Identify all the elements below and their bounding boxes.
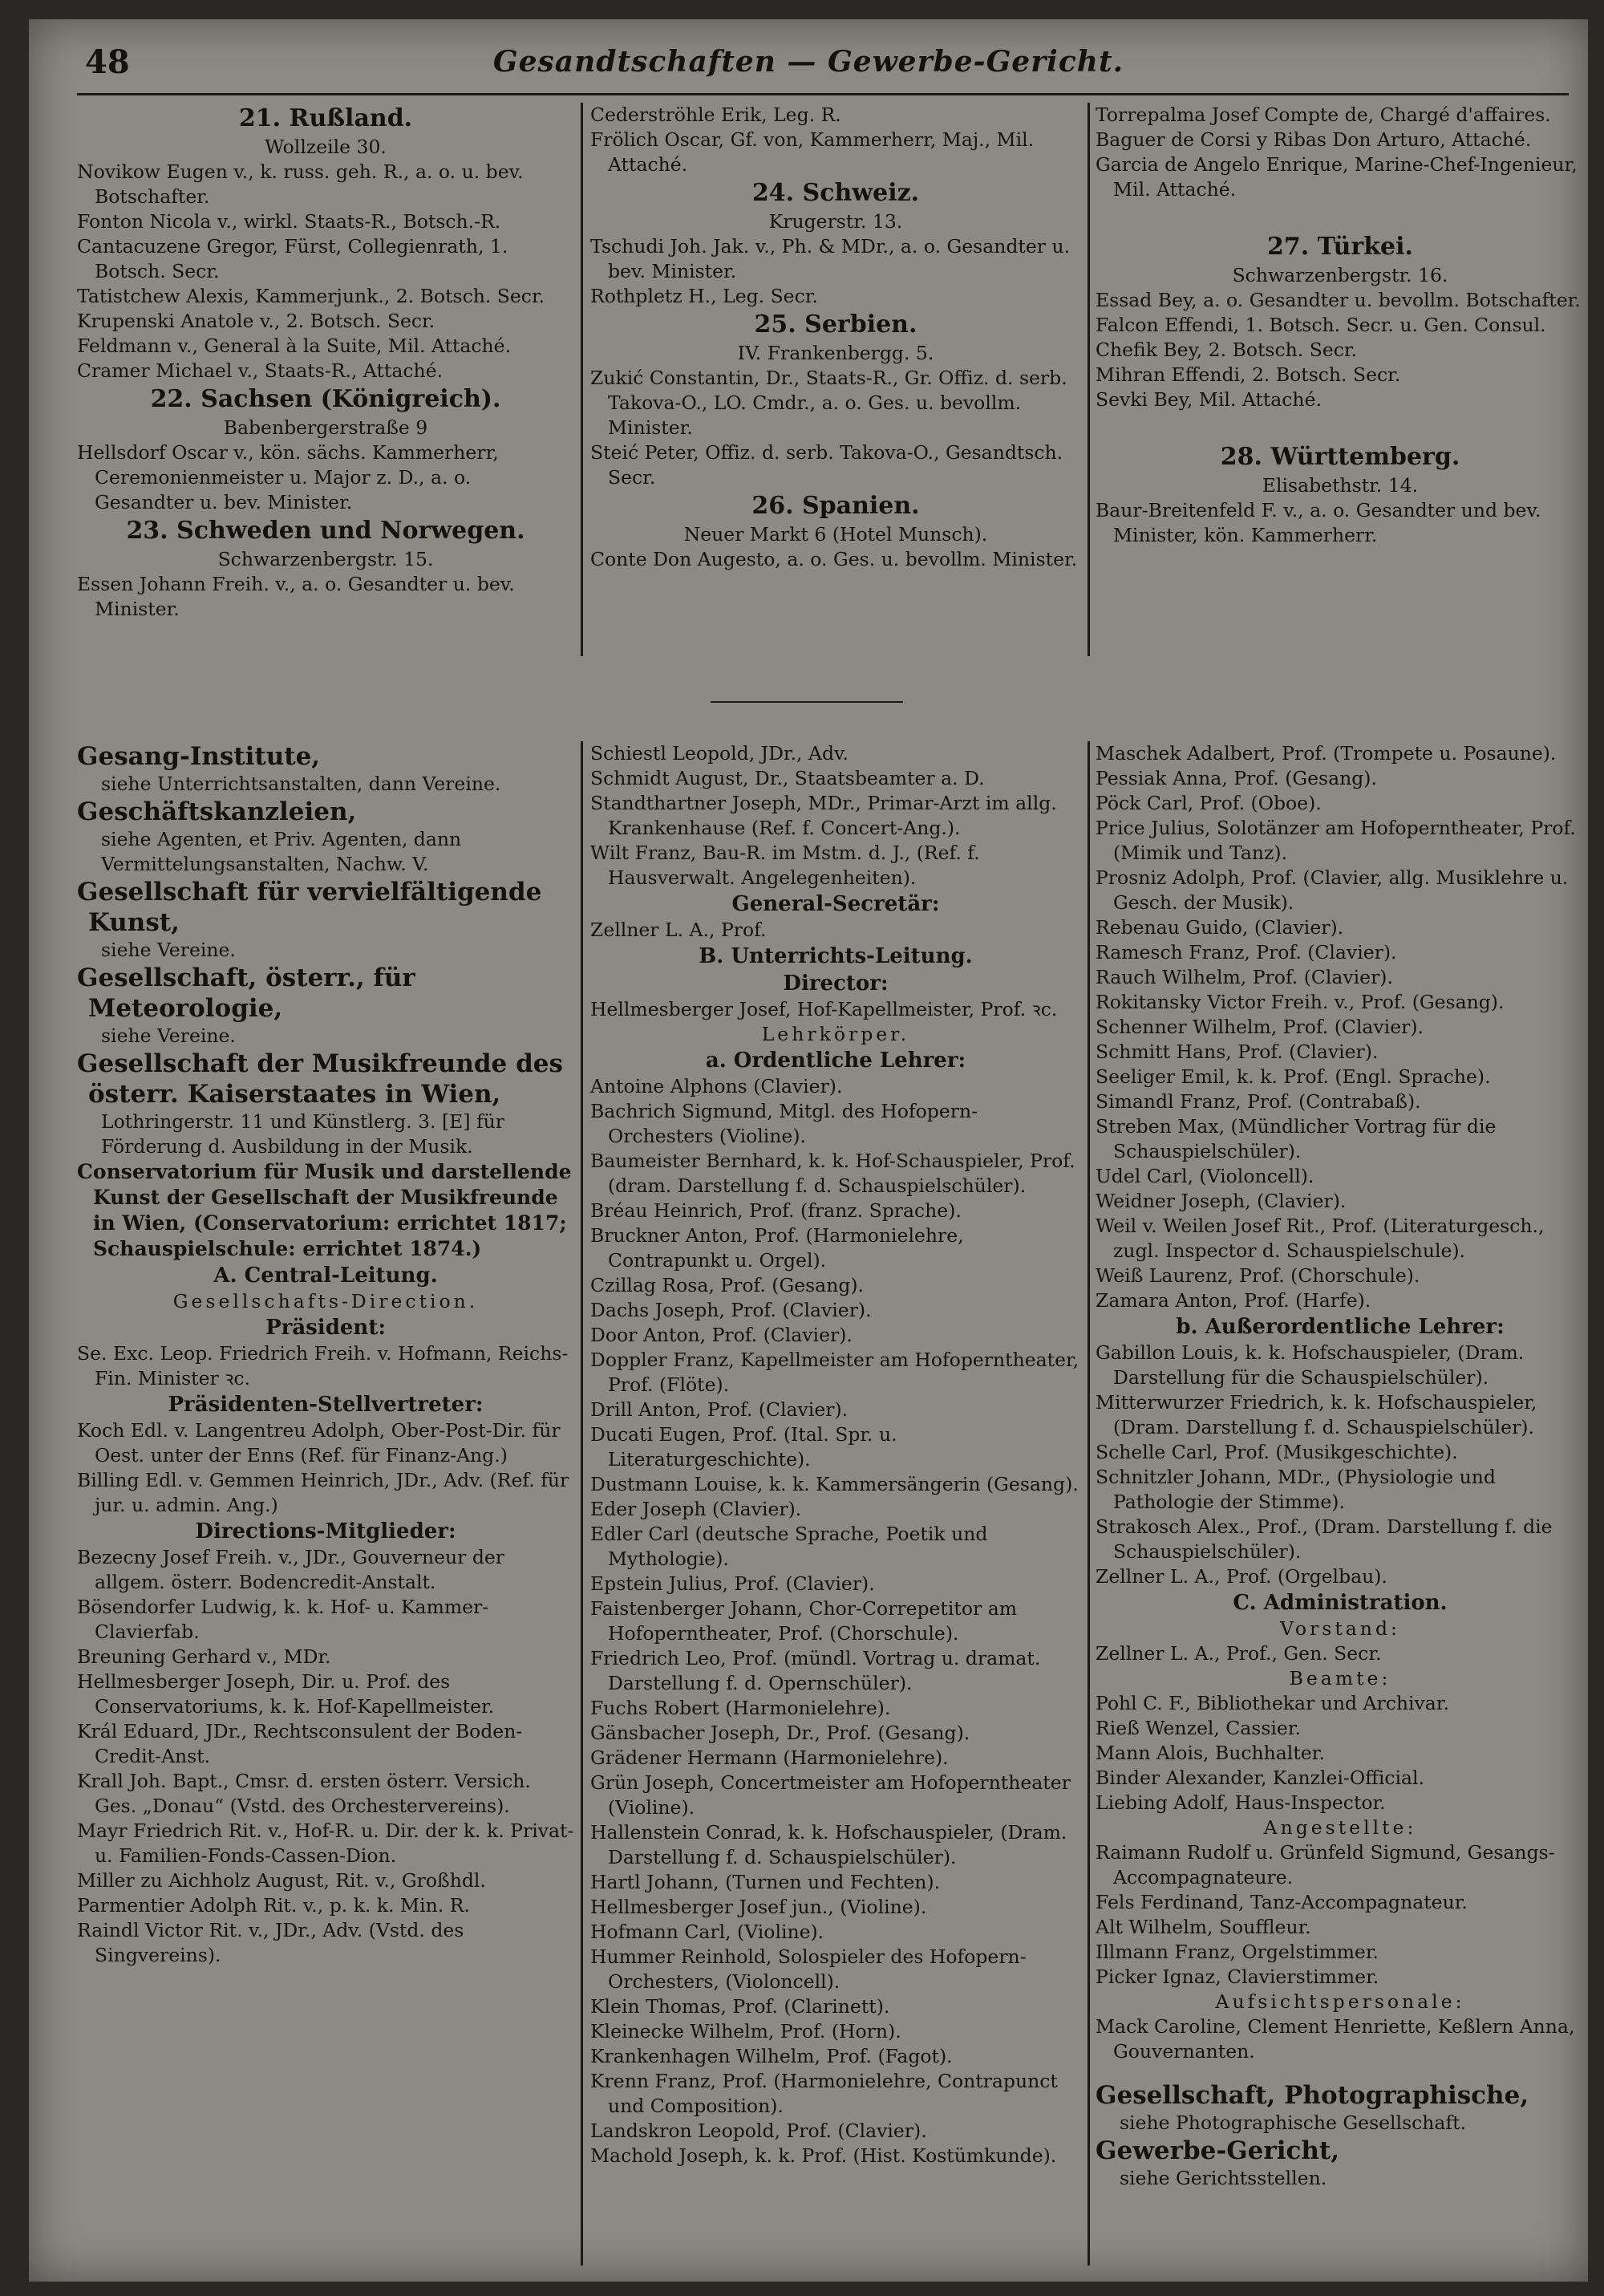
section-heading: 23. Schweden und Norwegen. <box>126 517 525 545</box>
directory-entry: Hartl Johann, (Turnen und Fechten). <box>590 1871 941 1893</box>
directory-entry: Zukić Constantin, Dr., Staats-R., Gr. Offiz. d. serb. Takova-O., LO. Cmdr., a. o. Ges. u. bevollm. Minister. <box>590 367 1067 439</box>
category-title: Gesellschaft der Musikfreunde des österr. Kaiserstaates in Wien, <box>77 1049 563 1109</box>
section-heading: 27. Türkei. <box>1267 233 1413 261</box>
spaced-heading: Vorstand: <box>1280 1617 1400 1640</box>
spaced-heading: Beamte: <box>1289 1667 1391 1690</box>
directory-entry: Faistenberger Johann, Chor-Correpetitor am Hofoperntheater, Prof. (Chorschule). <box>590 1597 1017 1645</box>
directory-entry: Cramer Michael v., Staats-R., Attaché. <box>77 359 444 382</box>
directory-entry: Rothpletz H., Leg. Secr. <box>590 285 818 307</box>
directory-page <box>29 19 1588 2282</box>
page-header <box>29 40 1588 88</box>
address-line: Wollzeile 30. <box>265 136 387 158</box>
directory-entry: Mann Alois, Buchhalter. <box>1096 1742 1325 1764</box>
directory-entry: Pessiak Anna, Prof. (Gesang). <box>1096 767 1377 789</box>
directory-entry: Essad Bey, a. o. Gesandter u. bevollm. Botschafter. <box>1096 289 1581 311</box>
directory-entry: Baur-Breitenfeld F. v., a. o. Gesandter und bev. Minister, kön. Kammerherr. <box>1096 499 1541 546</box>
bottom-column-1 <box>77 741 574 1968</box>
directory-entry: Weil v. Weilen Josef Rit., Prof. (Literaturgesch., zugl. Inspector d. Schauspielschule). <box>1096 1215 1545 1262</box>
directory-entry: Fels Ferdinand, Tanz-Accompagnateur. <box>1096 1891 1468 1913</box>
directory-entry: Baguer de Corsi y Ribas Don Arturo, Attaché. <box>1096 128 1532 151</box>
directory-entry: Hallenstein Conrad, k. k. Hofschauspieler, (Dram. Darstellung f. d. Schauspielschüler). <box>590 1821 1067 1868</box>
directory-entry: Krenn Franz, Prof. (Harmonielehre, Contrapunct und Composition). <box>590 2070 1058 2117</box>
directory-entry: Czillag Rosa, Prof. (Gesang). <box>590 1274 865 1296</box>
directory-entry: Král Eduard, JDr., Rechtsconsulent der Boden-Credit-Anst. <box>77 1720 523 1767</box>
category-title: Gesellschaft, österr., für Meteorologie, <box>77 963 415 1023</box>
category-title: Gesellschaft für vervielfältigende Kunst, <box>77 878 542 937</box>
section-divider <box>711 701 903 703</box>
subheading: Directions-Mitglieder: <box>195 1519 456 1544</box>
directory-entry: Krankenhagen Wilhelm, Prof. (Fagot). <box>590 2045 953 2067</box>
directory-entry: Hummer Reinhold, Solospieler des Hofopern-Orchesters, (Violoncell). <box>590 1945 1027 1993</box>
page-number: 48 <box>85 43 130 81</box>
directory-entry: Grün Joseph, Concertmeister am Hofoperntheater (Violine). <box>590 1771 1071 1819</box>
category-title: Gewerbe-Gericht, <box>1096 2136 1340 2165</box>
directory-entry: Zamara Anton, Prof. (Harfe). <box>1096 1289 1371 1312</box>
directory-entry: Strakosch Alex., Prof., (Dram. Darstellung f. die Schauspielschüler). <box>1096 1515 1553 1563</box>
directory-entry: Hellsdorf Oscar v., kön. sächs. Kammerherr, Ceremonienmeister u. Major z. D., a. o. Gesandter u. bev. Minister. <box>77 441 499 513</box>
section-heading: 24. Schweiz. <box>751 179 920 207</box>
subheading: Präsident: <box>265 1316 386 1340</box>
directory-entry: Mayr Friedrich Rit. v., Hof-R. u. Dir. der k. k. Privat- u. Familien-Fonds-Cassen-Dion. <box>77 1819 574 1867</box>
spaced-heading: Angestellte: <box>1263 1816 1417 1839</box>
column-rule <box>1088 103 1090 656</box>
directory-entry: Schiestl Leopold, JDr., Adv. <box>590 742 849 765</box>
directory-entry: Drill Anton, Prof. (Clavier). <box>590 1398 849 1421</box>
directory-entry: Alt Wilhelm, Souffleur. <box>1096 1916 1311 1938</box>
directory-entry: Illmann Franz, Orgelstimmer. <box>1096 1941 1379 1963</box>
directory-entry: Rebenau Guido, (Clavier). <box>1096 916 1344 939</box>
directory-entry: Tatistchew Alexis, Kammerjunk., 2. Botsch. Secr. <box>77 285 545 307</box>
directory-entry: Epstein Julius, Prof. (Clavier). <box>590 1572 875 1595</box>
directory-entry: Chefik Bey, 2. Botsch. Secr. <box>1096 339 1358 361</box>
directory-entry: Bréau Heinrich, Prof. (franz. Sprache). <box>590 1199 962 1222</box>
directory-entry: Schmitt Hans, Prof. (Clavier). <box>1096 1041 1379 1063</box>
directory-entry: Gänsbacher Joseph, Dr., Prof. (Gesang). <box>590 1722 970 1744</box>
directory-entry: Dustmann Louise, k. k. Kammersängerin (Gesang). <box>590 1473 1079 1495</box>
directory-entry: Udel Carl, (Violoncell). <box>1096 1165 1314 1187</box>
directory-entry: Friedrich Leo, Prof. (mündl. Vortrag u. dramat. Darstellung f. d. Opernschüler). <box>590 1647 1041 1694</box>
directory-entry: Klein Thomas, Prof. (Clarinett). <box>590 1995 890 2018</box>
cross-reference: siehe Agenten, et Priv. Agenten, dann Vermittelungsanstalten, Nachw. V. <box>101 828 462 875</box>
spacer <box>1096 412 1585 441</box>
column-rule <box>581 741 583 2266</box>
directory-entry: Novikow Eugen v., k. russ. geh. R., a. o. u. bev. Botschafter. <box>77 160 524 208</box>
directory-entry: Ramesch Franz, Prof. (Clavier). <box>1096 941 1397 963</box>
running-title: Gesandtschaften — Gewerbe-Gericht. <box>492 45 1124 79</box>
directory-entry: Garcia de Angelo Enrique, Marine-Chef-Ingenieur, Mil. Attaché. <box>1096 153 1578 201</box>
directory-entry: Miller zu Aichholz August, Rit. v., Großhdl. <box>77 1869 486 1892</box>
subheading: C. Administration. <box>1233 1591 1448 1615</box>
category-title: Gesellschaft, Photographische, <box>1096 2081 1529 2110</box>
subheading: B. Unterrichts-Leitung. <box>699 944 973 968</box>
directory-entry: Falcon Effendi, 1. Botsch. Secr. u. Gen. Consul. <box>1096 314 1546 336</box>
directory-entry: Doppler Franz, Kapellmeister am Hofoperntheater, Prof. (Flöte). <box>590 1349 1079 1396</box>
directory-entry: Fonton Nicola v., wirkl. Staats-R., Botsch.-R. <box>77 210 501 233</box>
directory-entry: Breuning Gerhard v., MDr. <box>77 1645 331 1668</box>
section-heading: 28. Württemberg. <box>1220 443 1460 471</box>
directory-entry: Price Julius, Solotänzer am Hofoperntheater, Prof. (Mimik und Tanz). <box>1096 817 1576 864</box>
directory-entry: Bösendorfer Ludwig, k. k. Hof- u. Kammer-Clavierfab. <box>77 1596 489 1643</box>
directory-entry: Schenner Wilhelm, Prof. (Clavier). <box>1096 1016 1424 1038</box>
institution-title: Conservatorium für Musik und darstellende Kunst der Gesellschaft der Musikfreunde in Wien, (Conservatorium: errichtet 1817; Schauspielschule: errichtet 1874.) <box>77 1160 572 1260</box>
address-line: Schwarzenbergstr. 16. <box>1232 264 1448 286</box>
cross-reference: siehe Unterrichtsanstalten, dann Vereine. <box>101 773 501 795</box>
column-rule <box>1088 741 1090 2266</box>
column-rule <box>581 103 583 656</box>
directory-entry: Fuchs Robert (Harmonielehre). <box>590 1697 891 1719</box>
directory-entry: Mitterwurzer Friedrich, k. k. Hofschauspieler, (Dram. Darstellung f. d. Schauspielschüler). <box>1096 1391 1537 1438</box>
section-heading: 22. Sachsen (Königreich). <box>150 385 501 413</box>
directory-entry: Antoine Alphons (Clavier). <box>590 1075 843 1097</box>
address-line: Neuer Markt 6 (Hotel Munsch). <box>683 523 988 546</box>
directory-entry: Hofmann Carl, (Violine). <box>590 1921 824 1943</box>
address-line: Schwarzenbergstr. 15. <box>217 548 434 570</box>
directory-entry: Prosniz Adolph, Prof. (Clavier, allg. Musiklehre u. Gesch. der Musik). <box>1096 866 1569 914</box>
directory-entry: Torrepalma Josef Compte de, Chargé d'affaires. <box>1096 103 1551 126</box>
directory-entry: Seeliger Emil, k. k. Prof. (Engl. Sprache). <box>1096 1065 1491 1088</box>
address-line: IV. Frankenbergg. 5. <box>737 342 934 364</box>
directory-entry: Landskron Leopold, Prof. (Clavier). <box>590 2120 927 2142</box>
directory-entry: Dachs Joseph, Prof. (Clavier). <box>590 1299 872 1321</box>
directory-entry: Se. Exc. Leop. Friedrich Freih. v. Hofmann, Reichs-Fin. Minister ꝛc. <box>77 1342 569 1389</box>
address-line: Krugerstr. 13. <box>768 210 903 233</box>
directory-entry: Liebing Adolf, Haus-Inspector. <box>1096 1791 1386 1814</box>
top-column-3 <box>1096 103 1585 548</box>
section-heading: 21. Rußland. <box>238 104 413 132</box>
top-column-1 <box>77 103 574 622</box>
category-title: Geschäftskanzleien, <box>77 797 357 826</box>
directory-entry: Door Anton, Prof. (Clavier). <box>590 1324 853 1346</box>
directory-entry: Hellmesberger Joseph, Dir. u. Prof. des Conservatoriums, k. k. Hof-Kapellmeister. <box>77 1670 495 1718</box>
directory-entry: Schmidt August, Dr., Staatsbeamter a. D. <box>590 767 985 789</box>
directory-entry: Rokitansky Victor Freih. v., Prof. (Gesang). <box>1096 991 1505 1013</box>
directory-entry: Hellmesberger Josef, Hof-Kapellmeister, Prof. ꝛc. <box>590 998 1058 1020</box>
directory-entry: Schelle Carl, Prof. (Musikgeschichte). <box>1096 1441 1458 1463</box>
subheading: A. Central-Leitung. <box>213 1264 438 1288</box>
directory-entry: Zellner L. A., Prof. (Orgelbau). <box>1096 1565 1387 1588</box>
directory-entry: Sevki Bey, Mil. Attaché. <box>1096 388 1322 411</box>
subheading: Präsidenten-Stellvertreter: <box>168 1393 484 1417</box>
directory-entry: Bezecny Josef Freih. v., JDr., Gouverneur der allgem. österr. Bodencredit-Anstalt. <box>77 1546 505 1593</box>
directory-entry: Edler Carl (deutsche Sprache, Poetik und Mythologie). <box>590 1523 988 1570</box>
spaced-heading: Lehrkörper. <box>761 1023 910 1045</box>
category-title: Gesang-Institute, <box>77 742 321 771</box>
directory-entry: Simandl Franz, Prof. (Contrabaß). <box>1096 1090 1421 1113</box>
bottom-column-2 <box>590 741 1081 2168</box>
directory-entry: Eder Joseph (Clavier). <box>590 1498 802 1520</box>
directory-entry: Weidner Joseph, (Clavier). <box>1096 1190 1347 1212</box>
top-column-2 <box>590 103 1081 572</box>
directory-entry: Wilt Franz, Bau-R. im Mstm. d. J., (Ref. f. Hausverwalt. Angelegenheiten). <box>590 842 980 889</box>
directory-entry: Rauch Wilhelm, Prof. (Clavier). <box>1096 966 1393 988</box>
directory-entry: Bruckner Anton, Prof. (Harmonielehre, Contrapunkt u. Orgel). <box>590 1224 964 1272</box>
directory-entry: Koch Edl. v. Langentreu Adolph, Ober-Post-Dir. für Oest. unter der Enns (Ref. für Finanz-Ang.) <box>77 1419 561 1466</box>
directory-entry: Kleinecke Wilhelm, Prof. (Horn). <box>590 2020 901 2042</box>
address-line: Babenbergerstraße 9 <box>223 416 428 439</box>
cross-reference: siehe Photographische Gesellschaft. <box>1120 2111 1467 2134</box>
directory-entry: Grädener Hermann (Harmonielehre). <box>590 1746 949 1769</box>
subheading: a. Ordentliche Lehrer: <box>705 1049 966 1073</box>
directory-entry: Krupenski Anatole v., 2. Botsch. Secr. <box>77 310 435 332</box>
subheading: Director: <box>783 972 889 996</box>
directory-entry: Baumeister Bernhard, k. k. Hof-Schauspieler, Prof. (dram. Darstellung f. d. Schauspielschüler). <box>590 1150 1075 1197</box>
directory-entry: Frölich Oscar, Gf. von, Kammerherr, Maj., Mil. Attaché. <box>590 128 1035 176</box>
directory-entry: Billing Edl. v. Gemmen Heinrich, JDr., Adv. (Ref. für jur. u. admin. Ang.) <box>77 1469 569 1516</box>
directory-entry: Raindl Victor Rit. v., JDr., Adv. (Vstd. des Singvereins). <box>77 1919 464 1966</box>
directory-entry: Streben Max, (Mündlicher Vortrag für die Schauspielschüler). <box>1096 1115 1497 1162</box>
directory-entry: Machold Joseph, k. k. Prof. (Hist. Kostümkunde). <box>590 2144 1057 2167</box>
directory-entry: Zellner L. A., Prof. <box>590 919 767 941</box>
directory-entry: Rieß Wenzel, Cassier. <box>1096 1717 1301 1739</box>
section-heading: 26. Spanien. <box>751 492 920 520</box>
directory-entry: Steić Peter, Offiz. d. serb. Takova-O., Gesandtsch. Secr. <box>590 441 1063 489</box>
directory-entry: Hellmesberger Josef jun., (Violine). <box>590 1896 927 1918</box>
directory-entry: Krall Joh. Bapt., Cmsr. d. ersten österr. Versich. Ges. „Donau“ (Vstd. des Orchestervereins). <box>77 1770 531 1817</box>
directory-entry: Pöck Carl, Prof. (Oboe). <box>1096 792 1322 814</box>
directory-entry: Gabillon Louis, k. k. Hofschauspieler, (Dram. Darstellung für die Schauspielschüler). <box>1096 1341 1525 1389</box>
directory-entry: Conte Don Augesto, a. o. Ges. u. bevollm. Minister. <box>590 548 1078 570</box>
cross-reference: siehe Vereine. <box>101 939 236 961</box>
bottom-column-3 <box>1096 741 1585 2191</box>
directory-entry: Ducati Eugen, Prof. (Ital. Spr. u. Literaturgeschichte). <box>590 1423 897 1470</box>
directory-entry: Cantacuzene Gregor, Fürst, Collegienrath, 1. Botsch. Secr. <box>77 235 508 282</box>
directory-entry: Mack Caroline, Clement Henriette, Keßlern Anna, Gouvernanten. <box>1096 2015 1575 2063</box>
directory-entry: Pohl C. F., Bibliothekar und Archivar. <box>1096 1692 1449 1714</box>
spaced-heading: Gesellschafts-Direction. <box>172 1290 479 1312</box>
directory-entry: Weiß Laurenz, Prof. (Chorschule). <box>1096 1264 1420 1287</box>
section-heading: 25. Serbien. <box>754 310 917 339</box>
directory-entry: Zellner L. A., Prof., Gen. Secr. <box>1096 1642 1382 1665</box>
cross-reference: siehe Vereine. <box>101 1024 236 1047</box>
directory-entry: Standthartner Joseph, MDr., Primar-Arzt im allg. Krankenhause (Ref. f. Concert-Ang.). <box>590 792 1057 839</box>
spacer <box>1096 2064 1585 2080</box>
directory-entry: Binder Alexander, Kanzlei-Official. <box>1096 1767 1425 1789</box>
directory-entry: Schnitzler Johann, MDr., (Physiologie und Pathologie der Stimme). <box>1096 1466 1496 1513</box>
cross-reference: Lothringerstr. 11 und Künstlerg. 3. [E] für Förderung d. Ausbildung in der Musik. <box>101 1110 505 1158</box>
directory-entry: Bachrich Sigmund, Mitgl. des Hofopern-Orchesters (Violine). <box>590 1100 978 1147</box>
directory-entry: Essen Johann Freih. v., a. o. Gesandter u. bev. Minister. <box>77 573 515 620</box>
subheading: b. Außerordentliche Lehrer: <box>1176 1315 1505 1339</box>
directory-entry: Feldmann v., General à la Suite, Mil. Attaché. <box>77 335 512 357</box>
directory-entry: Picker Ignaz, Clavierstimmer. <box>1096 1965 1379 1988</box>
address-line: Elisabethstr. 14. <box>1262 474 1419 497</box>
directory-entry: Mihran Effendi, 2. Botsch. Secr. <box>1096 363 1401 386</box>
spacer <box>1096 202 1585 231</box>
directory-entry: Tschudi Joh. Jak. v., Ph. & MDr., a. o. Gesandter u. bev. Minister. <box>590 235 1071 282</box>
subheading: General-Secretär: <box>731 892 940 916</box>
directory-entry: Parmentier Adolph Rit. v., p. k. k. Min. R. <box>77 1894 470 1917</box>
spaced-heading: Aufsichtspersonale: <box>1215 1990 1465 2013</box>
directory-entry: Raimann Rudolf u. Grünfeld Sigmund, Gesangs-Accompagnateure. <box>1096 1841 1555 1888</box>
directory-entry: Cederströhle Erik, Leg. R. <box>590 103 841 126</box>
directory-entry: Maschek Adalbert, Prof. (Trompete u. Posaune). <box>1096 742 1557 765</box>
header-rule <box>77 93 1569 95</box>
cross-reference: siehe Gerichtsstellen. <box>1120 2167 1327 2189</box>
